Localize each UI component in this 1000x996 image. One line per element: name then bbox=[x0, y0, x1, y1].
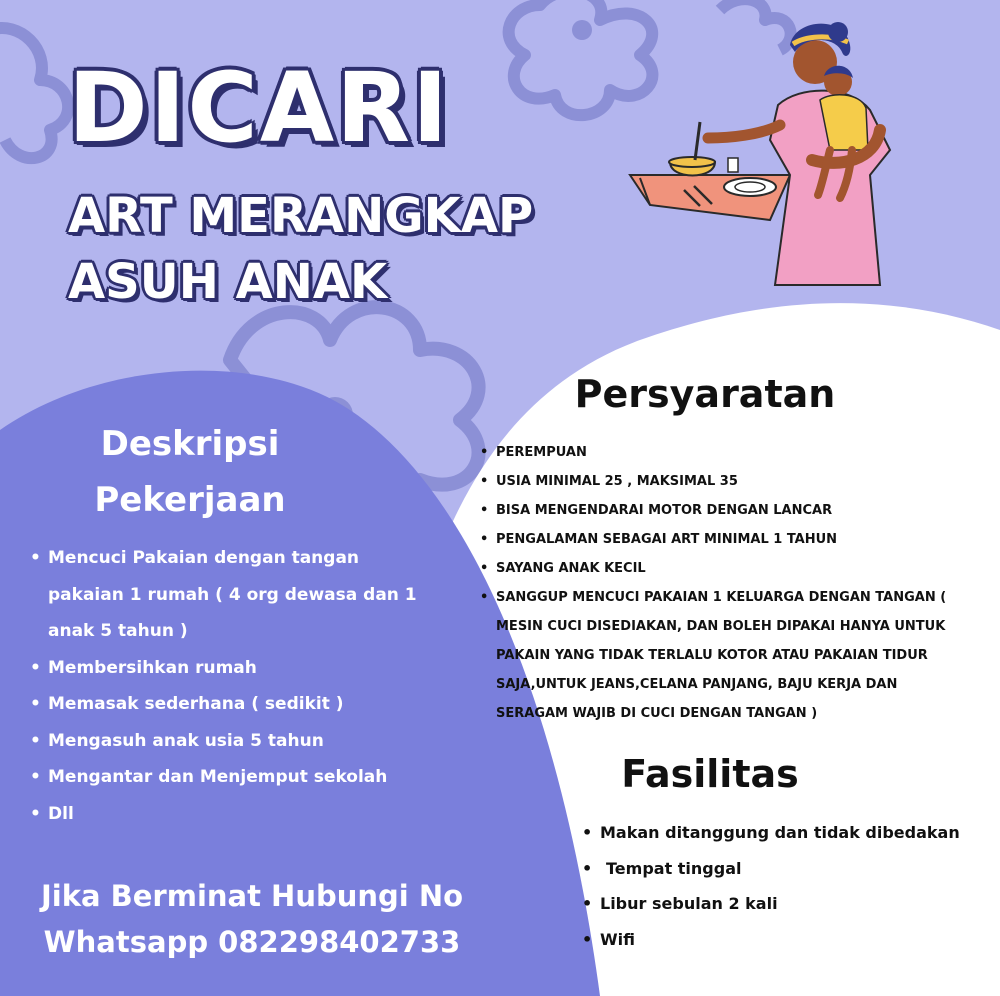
contact-line-1: Jika Berminat Hubungi No bbox=[40, 879, 464, 913]
list-item: • PEREMPUAN bbox=[480, 438, 970, 467]
list-item: pakaian 1 rumah ( 4 org dewasa dan 1 bbox=[48, 584, 417, 605]
contact-info bbox=[22, 873, 482, 965]
list-item: • PENGALAMAN SEBAGAI ART MINIMAL 1 TAHUN bbox=[480, 525, 970, 554]
list-item: • Makan ditanggung dan tidak dibedakan bbox=[582, 815, 1000, 851]
facilities-list bbox=[582, 815, 1000, 957]
woman-cooking-holding-child-illustration bbox=[630, 22, 890, 285]
list-item: • BISA MENGENDARAI MOTOR DENGAN LANCAR bbox=[480, 496, 970, 525]
list-item: • Tempat tinggal bbox=[582, 851, 1000, 887]
list-item: SERAGAM WAJIB DI CUCI DENGAN TANGAN ) bbox=[496, 706, 818, 721]
job-description-heading-line-1: Deskripsi bbox=[100, 424, 280, 464]
requirements-list bbox=[480, 438, 970, 728]
list-item: • Mengantar dan Menjemput sekolah bbox=[30, 759, 420, 796]
flower-decoration-icon bbox=[0, 28, 68, 158]
list-item: MESIN CUCI DISEDIAKAN, DAN BOLEH DIPAKAI HANYA UNTUK bbox=[496, 619, 946, 634]
list-item: • SANGGUP MENCUCI PAKAIAN 1 KELUARGA DENGAN TANGAN ( bbox=[480, 583, 970, 612]
flower-decoration-icon bbox=[509, 0, 653, 115]
list-item: • Libur sebulan 2 kali bbox=[582, 886, 1000, 922]
list-item: • USIA MINIMAL 25 , MAKSIMAL 35 bbox=[480, 467, 970, 496]
flower-decoration-icon bbox=[720, 0, 791, 50]
list-item: SAJA,UNTUK JEANS,CELANA PANJANG, BAJU KERJA DAN bbox=[496, 677, 898, 692]
subtitle-line-2: ASUH ANAK bbox=[68, 254, 388, 310]
list-item: • Mencuci Pakaian dengan tangan bbox=[30, 540, 420, 577]
job-description-heading bbox=[0, 416, 380, 528]
contact-line-2: Whatsapp 082298402733 bbox=[43, 925, 461, 959]
list-item: anak 5 tahun ) bbox=[48, 621, 188, 641]
list-item: • Wifi bbox=[582, 922, 1000, 958]
list-item: • Membersihkan rumah bbox=[30, 650, 420, 687]
subtitle-line-1: ART MERANGKAP bbox=[68, 188, 534, 244]
job-description-list bbox=[30, 540, 420, 832]
requirements-heading: Persyaratan bbox=[574, 372, 836, 416]
list-item: • SAYANG ANAK KECIL bbox=[480, 554, 970, 583]
page-title: DICARI bbox=[68, 52, 450, 164]
list-item: • Memasak sederhana ( sedikit ) bbox=[30, 686, 420, 723]
list-item: PAKAIN YANG TIDAK TERLALU KOTOR ATAU PAKAIAN TIDUR bbox=[496, 648, 928, 663]
list-item: • Dll bbox=[30, 796, 420, 833]
list-item: • Mengasuh anak usia 5 tahun bbox=[30, 723, 420, 760]
job-description-heading-line-2: Pekerjaan bbox=[94, 480, 286, 521]
facilities-heading: Fasilitas bbox=[621, 752, 799, 796]
